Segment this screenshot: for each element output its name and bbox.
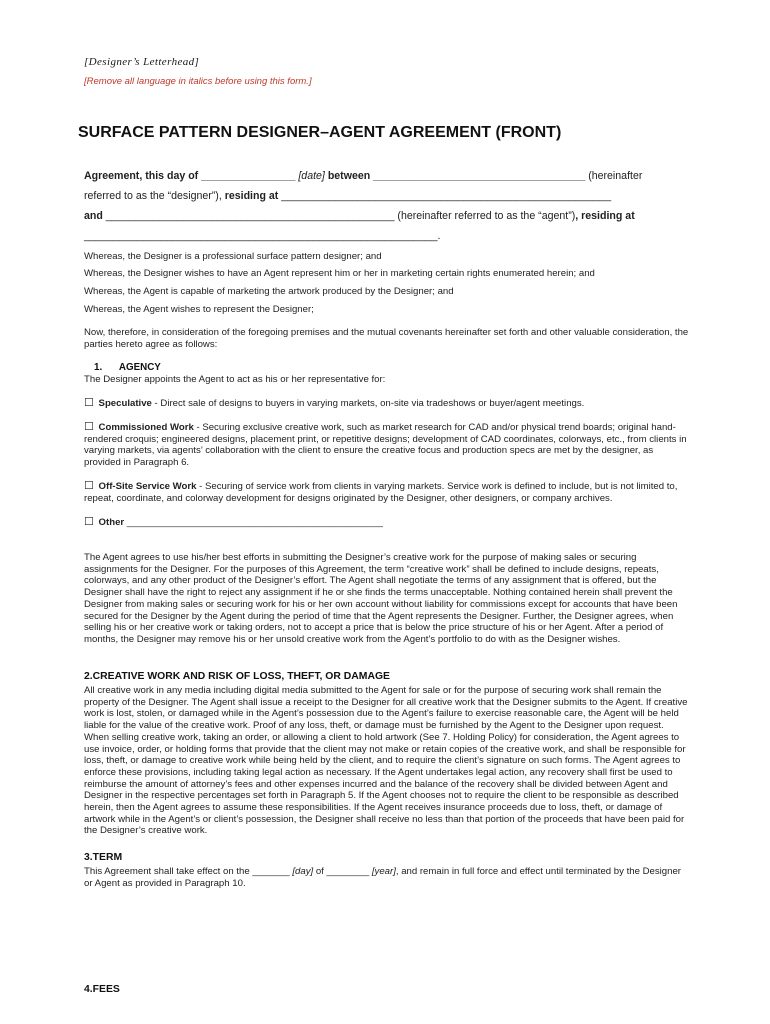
section-3-body: This Agreement shall take effect on the _______ [day] of ________ [year], and remain in full force and effect until terminated by the Designer or Agent as provided in Paragraph 10. — [84, 866, 681, 889]
whereas-clause-4: Whereas, the Agent wishes to represent the Designer; — [84, 304, 314, 315]
section-1-body: The Agent agrees to use his/her best efforts in submitting the Designer’s creative work for the purpose of making sales or securing assignments for the Designer. For the purposes of this Agreement, the term “creative work” shall be defined to include designs, repeats, colorways, and any other product of the Designer’s effort. The Agent shall negotiate the terms of any assignment that is offered, but the Designer shall have the right to reject any assignment if he or she finds the terms unacceptable. Nothing contained herein shall prevent the Designer from making sales or securing work for his or her own account without liability for commissions except for accounts that have been secured for the Designer by the Agent during the period of time that the Agent represents the Designer. Further, the Designer agrees, when selling his or her creative work or taking orders, not to accept a price that is below the price structure of his or her Agent. After a period of months, the Designer may remove his or her unsold creative work from the Agent’s portfolio to do with as the Designer wishes. — [84, 552, 678, 645]
section-1-number: 1. — [94, 362, 103, 373]
agreement-intro — [84, 166, 690, 246]
section-3-number: 3. — [84, 852, 93, 863]
designer-letterhead: [Designer’s Letterhead] — [84, 56, 200, 68]
option-other: ☐ Other ________________________________________________ — [84, 516, 383, 528]
document-title: SURFACE PATTERN DESIGNER–AGENT AGREEMENT (FRONT) — [78, 124, 562, 141]
intro-line-2: referred to as the “designer”), residing at ________________________________________________________ — [84, 190, 612, 202]
checkbox-commissioned-work[interactable]: ☐ — [84, 421, 94, 433]
section-4-title: FEES — [92, 984, 120, 995]
section-4-number: 4. — [84, 984, 93, 995]
intro-line-4: ____________________________________________________________. — [84, 230, 441, 242]
section-1-title: AGENCY — [118, 362, 161, 373]
section-2-number: 2. — [84, 671, 93, 682]
whereas-clause-3: Whereas, the Agent is capable of marketing the artwork produced by the Designer; and — [84, 286, 454, 297]
section-2-heading — [84, 671, 390, 682]
checkbox-off-site-service-work[interactable]: ☐ — [84, 480, 94, 492]
remove-italics-note: [Remove all language in italics before using this form.] — [84, 76, 312, 87]
option-off-site-service-work: ☐ Off-Site Service Work - Securing of service work from clients in varying markets. Service work is defined to include, but is not limited to, repeat, coordinate, and colorway development for designs originated by the Designer, other designers, or company archives. — [84, 480, 678, 504]
section-2-title: CREATIVE WORK AND RISK OF LOSS, THEFT, OR DAMAGE — [92, 671, 390, 682]
checkbox-other[interactable]: ☐ — [84, 516, 94, 528]
section-1-lead: The Designer appoints the Agent to act as his or her representative for: — [84, 374, 386, 385]
now-therefore-clause: Now, therefore, in consideration of the foregoing premises and the mutual covenants hereinafter set forth and other valuable consideration, the parties hereto agree as follows: — [84, 327, 689, 350]
option-speculative: ☐ Speculative - Direct sale of designs to buyers in varying markets, on-site via tradeshows or buyer/agent meetings. — [84, 397, 585, 409]
section-3-title: TERM — [92, 852, 123, 863]
section-4-heading — [84, 984, 120, 995]
intro-line-1: Agreement, this day of ________________ [date] between ____________________________________ (hereinafter — [84, 170, 643, 182]
checkbox-speculative[interactable]: ☐ — [84, 397, 94, 409]
section-1-heading — [94, 362, 161, 373]
section-2-body: All creative work in any media including digital media submitted to the Agent for sale or for the purpose of securing work shall remain the property of the Designer. The Agent shall issue a receipt to the Designer for all creative work that the Designer submits to the Agent. If creative work is lost, stolen, or damaged while in the Agent’s possession due to the Agent’s failure to exercise reasonable care, the Agent will be held liable for the value of the creative work. Proof of any loss, theft, or damage must be furnished by the Agent to the Designer upon request. When selling creative work, taking an order, or allowing a client to hold artwork (See 7. Holding Policy) for consideration, the Agent agrees to use invoice, order, or holding forms that provide that the client may not make or retain copies of the creative work, and shall be responsible for loss, theft, or damage to creative work while being held by the client, and to require the client’s signature on such forms. The Agent agrees to enforce these provisions, including taking legal action as necessary. If the Agent undertakes legal action, any recovery shall first be used to reimburse the amount of attorney’s fees and other expenses incurred and the balance of the recovery shall be divided between Agent and Designer in the respective percentages set forth in Paragraph 5. If the Agent chooses not to require the client to be responsible as described herein, then the Agent agrees to assume these responsibilities. If the Agent receives insurance proceeds due to loss, theft, or damage of artwork while in the Agent’s or client’s possession, the Designer shall receive no less than that portion of the proceeds that have been paid for the Designer’s creative work. — [84, 685, 688, 837]
whereas-clause-2: Whereas, the Designer wishes to have an Agent represent him or her in marketing certain rights enumerated herein; and — [84, 268, 595, 279]
whereas-clause-1: Whereas, the Designer is a professional surface pattern designer; and — [84, 251, 382, 262]
section-3-heading — [84, 852, 122, 863]
intro-line-3: and _________________________________________________ (hereinafter referred to as the “agent”), residing at — [84, 210, 635, 222]
option-commissioned-work: ☐ Commissioned Work - Securing exclusive creative work, such as market research for CAD and/or physical trend boards; original hand-rendered croquis; engineered designs, placement print, or repetitive designs; development of CAD coordinates, colorways, etc., from clients in varying markets, via agents’ collaboration with the client to ensure the creative focus and production specs are met by the designer, as provided in Paragraph 6. — [84, 421, 687, 469]
